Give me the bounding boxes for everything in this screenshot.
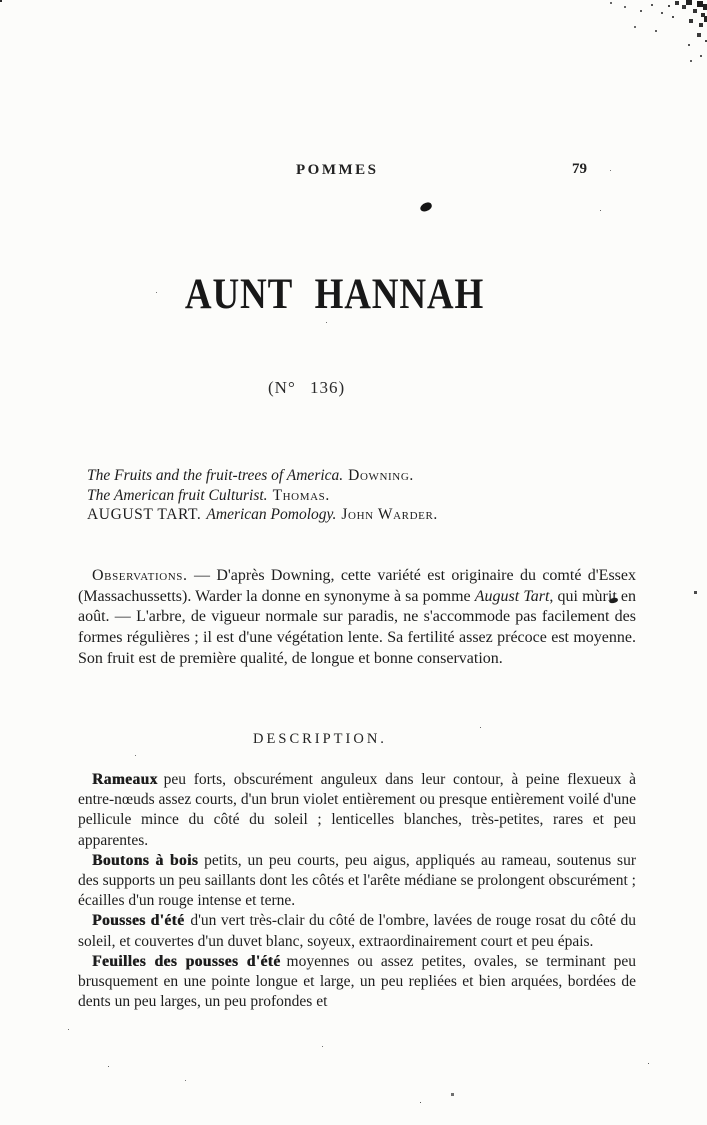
reference-item <box>87 505 438 525</box>
observations-text-1: — D'après Downing, cette variété est originaire du comté d'Essex (Massachussetts). Warder la donne en synonyme à sa pomme <box>78 567 636 605</box>
running-title: POMMES <box>296 162 379 178</box>
reference-author: Downing. <box>348 467 414 484</box>
description-paragraph-pousses <box>78 911 636 951</box>
observations-paragraph <box>78 566 636 670</box>
observations-synonym: August Tart <box>474 587 550 605</box>
paragraph-text: d'un vert très-clair du côté de l'ombre, lavées de rouge rosat du côté du soleil, et couvertes d'un duvet blanc, soyeux, extraordinairement court et peu épais. <box>78 912 636 950</box>
variety-title: AUNT HANNAH <box>184 271 485 318</box>
reference-item <box>87 486 438 506</box>
paragraph-text: moyennes ou assez petites, ovales, se terminant peu brusquement en une pointe longue et large, un peu repliées et bien arquées, bordées de dents un peu larges, un peu profondes et <box>78 952 637 1011</box>
paragraph-lead: Boutons à bois <box>92 851 199 869</box>
description-heading: DESCRIPTION. <box>253 731 387 747</box>
reference-book-title: The American fruit Culturist. <box>87 486 268 504</box>
description-paragraph-feuilles <box>78 952 636 1013</box>
reference-book-title: American Pomology. <box>206 506 337 523</box>
paragraph-text: peu forts, obscurément anguleux dans leur contour, à peine flexueux à entre-nœuds assez courts, d'un brun violet entièrement ou presque entièrement voilé d'une pellicule mince du côté du soleil ; lenticelles blanches, très-petites, rares et peu apparentes. <box>78 771 636 849</box>
paragraph-text: petits, un peu courts, peu aigus, appliqués au rameau, soutenus sur des supports un peu saillants dont les côtés et l'arête médiane se prolongent obscurément ; écailles d'un rouge intense et terne. <box>78 851 636 910</box>
paragraph-lead: Pousses d'été <box>92 912 185 930</box>
entry-number: (N° 136) <box>268 378 346 397</box>
reference-book-title: The Fruits and the fruit-trees of America. <box>87 467 344 484</box>
reference-list <box>87 466 438 525</box>
scan-noise-specks <box>0 0 1 1</box>
reference-author: John Warder. <box>341 506 438 523</box>
page-number: 79 <box>572 161 587 177</box>
reference-synonym-name: AUGUST TART. <box>87 506 202 523</box>
ink-blot <box>419 201 433 212</box>
description-body <box>78 770 636 1012</box>
paragraph-lead: Rameaux <box>92 771 158 788</box>
paragraph-lead: Feuilles des pousses d'été <box>92 952 281 970</box>
description-paragraph-rameaux <box>78 770 636 851</box>
observations-label: Observations. <box>92 567 188 584</box>
description-paragraph-boutons <box>78 851 636 912</box>
observations-text-2: , qui mùrit en août. — L'arbre, de vigueur normale sur paradis, ne s'accommode pas facilement des formes régulières ; il est d'une végétation lente. Sa fertilité assez précoce est moyenne. Son fruit est de première qualité, de longue et bonne conservation. <box>78 587 636 667</box>
reference-item <box>87 466 438 486</box>
reference-author: Thomas. <box>272 486 330 504</box>
